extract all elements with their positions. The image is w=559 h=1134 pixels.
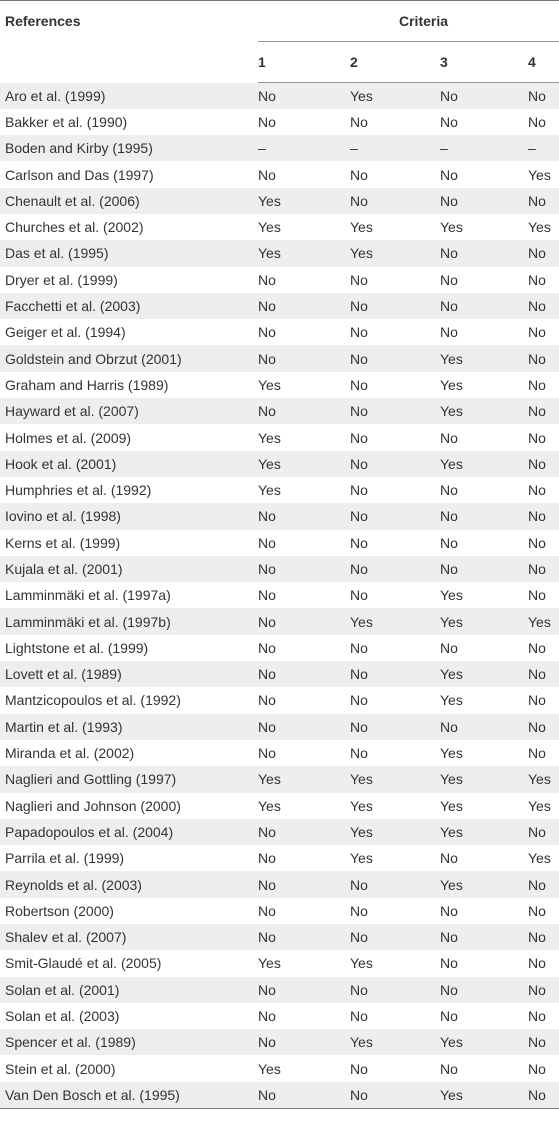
criteria-1-cell: No — [258, 613, 276, 630]
table-row — [0, 424, 559, 450]
criteria-4-cell: No — [528, 87, 546, 104]
criteria-3-cell: No — [440, 981, 458, 998]
criteria-1-cell: Yes — [258, 376, 281, 393]
criteria-3-cell: No — [440, 534, 458, 551]
criteria-1-cell: No — [258, 1034, 276, 1051]
criteria-3-cell: No — [440, 508, 458, 525]
criteria-1-cell: No — [258, 298, 276, 315]
reference-cell: Naglieri and Johnson (2000) — [5, 797, 181, 814]
criteria-4-cell: No — [528, 745, 546, 762]
criteria-1-cell: No — [258, 87, 276, 104]
reference-cell: Robertson (2000) — [5, 902, 114, 919]
criteria-2-cell: No — [350, 1008, 368, 1025]
criteria-2-cell: No — [350, 902, 368, 919]
criteria-3-cell: Yes — [440, 745, 463, 762]
criteria-group-header: Criteria — [258, 1, 559, 42]
criteria-4-cell: No — [528, 1008, 546, 1025]
criteria-2-cell: Yes — [350, 613, 373, 630]
criteria-1-cell: No — [258, 560, 276, 577]
reference-cell: Kerns et al. (1999) — [5, 534, 121, 551]
criteria-3-cell: No — [440, 271, 458, 288]
reference-cell: Parrila et al. (1999) — [5, 850, 125, 867]
criteria-3-cell: No — [440, 929, 458, 946]
criteria-4-cell: No — [528, 534, 546, 551]
criteria-4-cell: No — [528, 876, 546, 893]
reference-cell: Hayward et al. (2007) — [5, 403, 139, 420]
criteria-3-cell: Yes — [440, 376, 463, 393]
table-row — [0, 898, 559, 924]
table-row — [0, 267, 559, 293]
reference-cell: Kujala et al. (2001) — [5, 560, 123, 577]
table-row — [0, 503, 559, 529]
criteria-4-cell: No — [528, 113, 546, 130]
criteria-3-cell: No — [440, 902, 458, 919]
criteria-2-cell: No — [350, 350, 368, 367]
criteria-2-cell: No — [350, 376, 368, 393]
criteria-1-cell: No — [258, 271, 276, 288]
reference-cell: Bakker et al. (1990) — [5, 113, 128, 130]
criteria-1-cell: Yes — [258, 1060, 281, 1077]
reference-cell: Lamminmäki et al. (1997a) — [5, 587, 171, 604]
header-row-top — [0, 1, 559, 42]
criteria-4-cell: No — [528, 376, 546, 393]
criteria-2-cell: No — [350, 508, 368, 525]
reference-cell: Boden and Kirby (1995) — [5, 140, 153, 157]
criteria-2-cell: No — [350, 1060, 368, 1077]
criteria-4-cell: – — [528, 140, 536, 157]
criteria-3-cell: No — [440, 1060, 458, 1077]
criteria-1-cell: No — [258, 639, 276, 656]
criteria-2-cell: Yes — [350, 797, 373, 814]
criteria-3-cell: No — [440, 639, 458, 656]
criteria-1-cell: No — [258, 981, 276, 998]
criteria-1-cell: No — [258, 850, 276, 867]
criteria-2-cell: Yes — [350, 245, 373, 262]
criteria-4-cell: No — [528, 981, 546, 998]
criteria-1-cell: No — [258, 666, 276, 683]
criteria-1-cell: No — [258, 534, 276, 551]
criteria-1-cell: No — [258, 929, 276, 946]
reference-cell: Chenault et al. (2006) — [5, 192, 140, 209]
criteria-2-cell: No — [350, 718, 368, 735]
criteria-3-cell: – — [440, 140, 448, 157]
criteria-2-cell: No — [350, 692, 368, 709]
table-row — [0, 161, 559, 187]
criteria-3-cell: No — [440, 718, 458, 735]
reference-cell: Shalev et al. (2007) — [5, 929, 127, 946]
criteria-3-cell: Yes — [440, 403, 463, 420]
criteria-3-cell: Yes — [440, 219, 463, 236]
reference-cell: Solan et al. (2003) — [5, 1008, 120, 1025]
table-row — [0, 214, 559, 240]
criteria-4-cell: No — [528, 1082, 559, 1108]
reference-cell: Stein et al. (2000) — [5, 1060, 116, 1077]
reference-cell: Holmes et al. (2009) — [5, 429, 132, 446]
criteria-4-cell: No — [528, 192, 546, 209]
criteria-2-cell: Yes — [350, 955, 373, 972]
table-row — [0, 950, 559, 976]
criteria-3-cell: No — [440, 113, 458, 130]
table-row — [0, 319, 559, 345]
table-row — [0, 1003, 559, 1029]
criteria-3-cell: No — [440, 192, 458, 209]
table-row — [0, 924, 559, 950]
reference-cell: Geiger et al. (1994) — [5, 324, 126, 341]
table-row — [0, 372, 559, 398]
criteria-1-cell: No — [258, 823, 276, 840]
criteria-2-cell: No — [350, 1082, 440, 1108]
criteria-4-cell: Yes — [528, 219, 551, 236]
criteria-3-cell: No — [440, 850, 458, 867]
reference-cell: Naglieri and Gottling (1997) — [5, 771, 177, 788]
reference-cell: Smit-Glaudé et al. (2005) — [5, 955, 162, 972]
criteria-4-cell: No — [528, 508, 546, 525]
reference-cell: Iovino et al. (1998) — [5, 508, 121, 525]
criteria-3-cell: Yes — [440, 350, 463, 367]
criteria-3-cell: Yes — [440, 587, 463, 604]
criteria-3-cell: Yes — [440, 613, 463, 630]
table-row — [0, 740, 559, 766]
criteria-1-cell: Yes — [258, 482, 281, 499]
criteria-4-cell: No — [528, 298, 546, 315]
table-row — [0, 635, 559, 661]
criteria-4-cell: No — [528, 429, 546, 446]
table-row — [0, 451, 559, 477]
criteria-1-cell: No — [258, 166, 276, 183]
criteria-2-cell: Yes — [350, 823, 373, 840]
reference-cell: Spencer et al. (1989) — [5, 1034, 136, 1051]
criteria-3-cell: Yes — [440, 797, 463, 814]
criteria-4-cell: No — [528, 271, 546, 288]
reference-cell: Lovett et al. (1989) — [5, 666, 122, 683]
criteria-2-cell: No — [350, 113, 368, 130]
table-row — [0, 83, 559, 109]
table-row — [0, 714, 559, 740]
criteria-2-cell: No — [350, 560, 368, 577]
table-row — [0, 109, 559, 135]
table-row — [0, 793, 559, 819]
criteria-2-cell: Yes — [350, 219, 373, 236]
table-row — [0, 819, 559, 845]
criteria-1-cell: Yes — [258, 429, 281, 446]
criteria-2-cell: No — [350, 929, 368, 946]
criteria-4-cell: Yes — [528, 850, 551, 867]
reference-cell: Hook et al. (2001) — [5, 455, 117, 472]
criteria-2-cell: No — [350, 666, 368, 683]
table-row — [0, 687, 559, 713]
criteria-4-cell: No — [528, 1060, 546, 1077]
criteria-3-cell: No — [440, 429, 458, 446]
criteria-1-cell: Yes — [258, 219, 281, 236]
criteria-4-cell: No — [528, 455, 546, 472]
criteria-1-cell: Yes — [258, 771, 281, 788]
criteria-3-cell: Yes — [440, 823, 463, 840]
criteria-1-cell: No — [258, 113, 276, 130]
criteria-1-cell: No — [258, 902, 276, 919]
table-row — [0, 530, 559, 556]
criteria-3-cell: No — [440, 560, 458, 577]
criteria-2-cell: No — [350, 298, 368, 315]
reference-cell: Carlson and Das (1997) — [5, 166, 154, 183]
criteria-3-cell: Yes — [440, 666, 463, 683]
criteria-2-cell: Yes — [350, 87, 373, 104]
criteria-4-cell: No — [528, 245, 546, 262]
criteria-1-cell: No — [258, 587, 276, 604]
criteria-3-header: 3 — [440, 42, 528, 83]
reference-cell: Goldstein and Obrzut (2001) — [5, 350, 182, 367]
criteria-2-cell: No — [350, 403, 368, 420]
criteria-1-cell: No — [258, 876, 276, 893]
criteria-1-cell: No — [258, 403, 276, 420]
criteria-1-cell: Yes — [258, 455, 281, 472]
criteria-4-cell: No — [528, 718, 546, 735]
reference-cell: Lamminmäki et al. (1997b) — [5, 613, 171, 630]
table-row — [0, 977, 559, 1003]
criteria-4-cell: No — [528, 666, 546, 683]
criteria-2-cell: No — [350, 587, 368, 604]
reference-cell: Solan et al. (2001) — [5, 981, 120, 998]
reference-cell: Aro et al. (1999) — [5, 87, 106, 104]
criteria-4-header: 4 — [528, 42, 559, 83]
criteria-4-cell: No — [528, 902, 546, 919]
criteria-1-cell: No — [258, 324, 276, 341]
reference-cell: Miranda et al. (2002) — [5, 745, 135, 762]
criteria-2-cell: No — [350, 429, 368, 446]
criteria-3-cell: No — [440, 245, 458, 262]
criteria-4-cell: Yes — [528, 771, 551, 788]
criteria-4-cell: No — [528, 560, 546, 577]
criteria-2-cell: No — [350, 534, 368, 551]
reference-cell: Facchetti et al. (2003) — [5, 298, 141, 315]
criteria-2-cell: No — [350, 455, 368, 472]
criteria-2-cell: No — [350, 324, 368, 341]
criteria-3-cell: Yes — [440, 692, 463, 709]
criteria-3-cell: No — [440, 324, 458, 341]
table-body — [0, 83, 559, 1109]
table-row — [0, 1029, 559, 1055]
criteria-1-cell: No — [258, 508, 276, 525]
criteria-3-cell: Yes — [440, 1082, 528, 1108]
reference-cell: Martin et al. (1993) — [5, 718, 123, 735]
table-row — [0, 582, 559, 608]
table-row — [0, 661, 559, 687]
criteria-1-cell: No — [258, 745, 276, 762]
criteria-1-header: 1 — [258, 42, 350, 83]
criteria-2-header: 2 — [350, 42, 440, 83]
criteria-3-cell: Yes — [440, 771, 463, 788]
criteria-3-cell: Yes — [440, 876, 463, 893]
criteria-3-cell: Yes — [440, 1034, 463, 1051]
criteria-2-cell: No — [350, 639, 368, 656]
criteria-4-cell: No — [528, 955, 546, 972]
criteria-3-cell: No — [440, 955, 458, 972]
criteria-1-cell: No — [258, 350, 276, 367]
table-row — [0, 871, 559, 897]
criteria-4-cell: No — [528, 350, 546, 367]
criteria-3-cell: No — [440, 1008, 458, 1025]
criteria-2-cell: No — [350, 482, 368, 499]
reference-cell: Dryer et al. (1999) — [5, 271, 118, 288]
criteria-4-cell: Yes — [528, 613, 551, 630]
table-row — [0, 345, 559, 371]
criteria-4-cell: Yes — [528, 166, 551, 183]
criteria-3-cell: No — [440, 166, 458, 183]
table-row — [0, 188, 559, 214]
reference-cell: Graham and Harris (1989) — [5, 376, 169, 393]
table-row — [0, 556, 559, 582]
criteria-4-cell: No — [528, 639, 546, 656]
criteria-4-cell: No — [528, 403, 546, 420]
table-row — [0, 240, 559, 266]
reference-cell: Papadopoulos et al. (2004) — [5, 823, 174, 840]
criteria-4-cell: No — [528, 1034, 546, 1051]
reference-cell: Reynolds et al. (2003) — [5, 876, 142, 893]
criteria-4-cell: No — [528, 482, 546, 499]
criteria-1-cell: – — [258, 140, 266, 157]
criteria-4-cell: No — [528, 929, 546, 946]
table-row — [0, 135, 559, 161]
reference-cell: Mantzicopoulos et al. (1992) — [5, 692, 181, 709]
criteria-2-cell: No — [350, 745, 368, 762]
reference-cell: Lightstone et al. (1999) — [5, 639, 149, 656]
criteria-4-cell: No — [528, 587, 546, 604]
criteria-4-cell: No — [528, 324, 546, 341]
criteria-2-cell: Yes — [350, 850, 373, 867]
criteria-4-cell: Yes — [528, 797, 551, 814]
criteria-2-cell: No — [350, 192, 368, 209]
criteria-1-cell: Yes — [258, 955, 281, 972]
criteria-2-cell: No — [350, 876, 368, 893]
criteria-2-cell: – — [350, 140, 358, 157]
criteria-1-cell: No — [258, 692, 276, 709]
table-row — [0, 845, 559, 871]
criteria-2-cell: No — [350, 166, 368, 183]
criteria-3-cell: No — [440, 87, 458, 104]
criteria-3-cell: No — [440, 482, 458, 499]
reference-cell: Churches et al. (2002) — [5, 219, 144, 236]
reference-cell: Humphries et al. (1992) — [5, 482, 152, 499]
table-row — [0, 293, 559, 319]
reference-cell: Das et al. (1995) — [5, 245, 109, 262]
criteria-2-cell: No — [350, 981, 368, 998]
reference-cell: Van Den Bosch et al. (1995) — [0, 1082, 258, 1108]
criteria-2-cell: No — [350, 271, 368, 288]
criteria-4-cell: No — [528, 823, 546, 840]
criteria-1-cell: Yes — [258, 797, 281, 814]
table-row — [0, 1082, 559, 1108]
criteria-2-cell: Yes — [350, 771, 373, 788]
criteria-4-cell: No — [528, 692, 546, 709]
criteria-1-cell: No — [258, 1008, 276, 1025]
criteria-1-cell: Yes — [258, 192, 281, 209]
table-row — [0, 1055, 559, 1081]
criteria-2-cell: Yes — [350, 1034, 373, 1051]
table-row — [0, 477, 559, 503]
table-header — [0, 1, 559, 83]
criteria-1-cell: Yes — [258, 245, 281, 262]
references-column-header: References — [0, 1, 258, 83]
criteria-1-cell: No — [258, 1082, 350, 1108]
table-row — [0, 608, 559, 634]
criteria-1-cell: No — [258, 718, 276, 735]
table-row — [0, 398, 559, 424]
criteria-3-cell: Yes — [440, 455, 463, 472]
table-row — [0, 766, 559, 792]
criteria-3-cell: No — [440, 298, 458, 315]
